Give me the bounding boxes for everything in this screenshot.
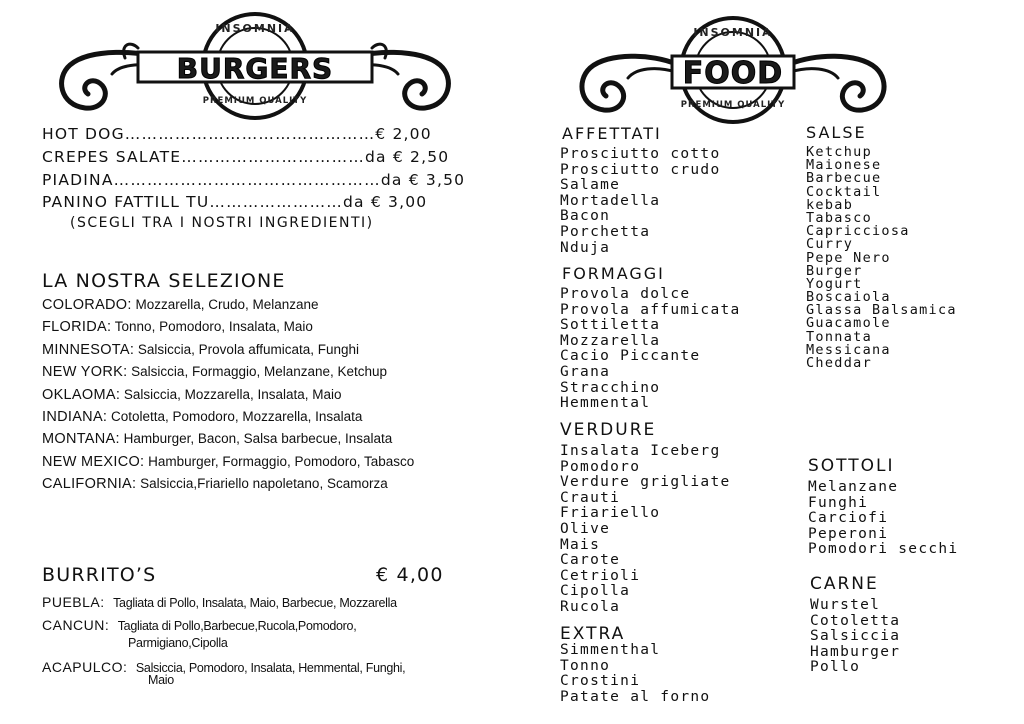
list-item: Prosciutto crudo	[560, 161, 721, 178]
list-item: Tonnata	[806, 328, 872, 345]
item-name: NEW YORK:	[42, 364, 128, 381]
list-item: Cheddar	[806, 355, 872, 371]
list-item: Cacio Piccante	[560, 348, 701, 365]
list-item	[42, 294, 502, 316]
item-desc: Tagliata di Pollo, Insalata, Maio, Barbecue, Mozzarella	[113, 596, 397, 610]
affettati-list	[560, 147, 720, 256]
logo-bottom-text: PREMIUM QUALITY	[680, 100, 786, 110]
list-item: Provola dolce	[560, 286, 691, 302]
list-item: Simmenthal	[560, 642, 661, 658]
item-desc: Salsiccia, Provola affumicata, Funghi	[134, 341, 360, 357]
logo-bottom-text: PREMIUM QUALITY	[202, 96, 308, 106]
list-item: Pomodori secchi	[808, 541, 959, 558]
formaggi-list	[560, 287, 741, 412]
list-item: Cocktail	[806, 183, 882, 200]
list-item: Olive	[560, 520, 611, 537]
list-item: Carote	[560, 552, 621, 569]
list-item: Mortadella	[560, 192, 661, 209]
list-item: Crauti	[560, 489, 621, 506]
list-item: Rucola	[560, 598, 621, 615]
item-name: ACAPULCO:	[42, 659, 128, 675]
item-desc: Hamburger, Bacon, Salsa barbecue, Insalata	[119, 431, 393, 447]
logo-top-text: INSOMNIA	[215, 22, 295, 35]
list-item	[42, 406, 502, 428]
list-item: Capricciosa	[806, 223, 910, 240]
item-desc: Hamburger, Formaggio, Pomodoro, Tabasco	[144, 453, 415, 469]
list-item: Cipolla	[560, 583, 631, 600]
list-item	[42, 384, 502, 406]
list-item	[42, 451, 502, 473]
price-line-hot-dog: HOT DOG………………………………………€ 2,00	[42, 125, 432, 143]
list-item: Nduja	[560, 239, 611, 256]
item-desc: Salsiccia, Mozzarella, Insalata, Maio	[120, 386, 342, 402]
item-desc: Cotoletta, Pomodoro, Mozzarella, Insalata	[107, 408, 363, 424]
list-item: Barbecue	[806, 170, 882, 187]
item-desc-cont: Parmigiano,Cipolla	[128, 636, 228, 650]
list-item: Cetrioli	[560, 567, 641, 584]
selection-list	[42, 294, 502, 496]
list-item: Prosciutto cotto	[560, 146, 721, 162]
list-item	[42, 428, 502, 450]
item-name: INDIANA:	[42, 408, 108, 425]
burgers-logo	[50, 10, 460, 122]
price-line-crepes: CREPES SALATE……………………………da € 2,50	[42, 148, 450, 166]
item-name: CANCUN:	[42, 617, 110, 633]
list-item: Yogurt	[806, 275, 863, 292]
list-item: Wurstel	[810, 597, 881, 613]
logo-top-text: INSOMNIA	[693, 26, 773, 39]
item-name: OKLAOMA:	[42, 386, 121, 403]
list-item: Hamburger	[810, 643, 901, 660]
burritos-title: BURRITO’S	[42, 564, 157, 586]
item-name: COLORADO:	[42, 297, 132, 313]
list-item: Boscaiola	[806, 289, 891, 306]
list-item: Salsiccia	[810, 628, 901, 645]
item-name: PUEBLA:	[42, 594, 105, 610]
list-item: kebab	[806, 196, 854, 213]
list-item	[42, 617, 482, 635]
food-logo	[568, 12, 898, 124]
selection-title: LA NOSTRA SELEZIONE	[42, 270, 286, 292]
item-name: MONTANA:	[42, 431, 120, 448]
item-name: MINNESOTA:	[42, 341, 135, 358]
item-desc: Mozzarella, Crudo, Melanzane	[131, 297, 319, 312]
extra-list	[560, 643, 710, 705]
list-item: Pomodoro	[560, 458, 641, 475]
formaggi-title: FORMAGGI	[562, 264, 665, 283]
sottoli-list	[808, 480, 958, 558]
list-item: Bacon	[560, 208, 611, 225]
item-name: CALIFORNIA:	[42, 476, 137, 493]
item-desc: Salsiccia, Formaggio, Melanzane, Ketchup	[127, 364, 388, 380]
list-item	[42, 361, 502, 383]
prices-note: (SCEGLI TRA I NOSTRI INGREDIENTI)	[70, 215, 374, 231]
list-item: Verdure grigliate	[560, 474, 731, 491]
price-line-piadina: PIADINA…………………………………………da € 3,50	[42, 171, 466, 189]
verdure-list	[560, 444, 731, 616]
list-item	[42, 594, 482, 612]
verdure-title: VERDURE	[560, 420, 657, 440]
affettati-title: AFFETTATI	[562, 124, 662, 143]
list-item: Carciofi	[808, 510, 889, 527]
item-desc-cont: Maio	[148, 673, 174, 687]
list-item: Mais	[560, 536, 601, 553]
list-item: Maionese	[806, 157, 882, 174]
list-item: Tabasco	[806, 209, 872, 226]
carne-title: CARNE	[810, 574, 879, 594]
item-desc: Tonno, Pomodoro, Insalata, Maio	[111, 319, 313, 335]
list-item: Peperoni	[808, 525, 889, 542]
price-line-panino: PANINO FATTILL TU……………………da € 3,00	[42, 193, 428, 211]
list-item: Ketchup	[806, 144, 872, 160]
list-item: Mozzarella	[560, 332, 661, 349]
item-desc: Salsiccia, Pomodoro, Insalata, Hemmental, Funghi,	[135, 661, 406, 675]
burritos-price: € 4,00	[376, 564, 444, 586]
list-item	[42, 316, 502, 338]
list-item: Provola affumicata	[560, 301, 741, 318]
list-item: Grana	[560, 363, 611, 380]
list-item: Burger	[806, 262, 863, 279]
item-desc: Tagliata di Pollo,Barbecue,Rucola,Pomodoro,	[117, 619, 357, 633]
list-item: Friariello	[560, 505, 661, 522]
list-item	[42, 339, 502, 361]
list-item: Patate al forno	[560, 688, 711, 705]
list-item: Sottiletta	[560, 317, 661, 334]
sottoli-title: SOTTOLI	[808, 456, 895, 476]
item-desc: Salsiccia,Friariello napoletano, Scamorza	[136, 476, 388, 492]
list-item: Crostini	[560, 673, 641, 690]
list-item: Pollo	[810, 659, 861, 676]
salse-title: SALSE	[806, 123, 867, 142]
item-name: NEW MEXICO:	[42, 453, 145, 470]
salse-list	[806, 146, 957, 370]
item-name: FLORIDA:	[42, 319, 112, 336]
list-item: Tonno	[560, 657, 611, 674]
carne-list	[810, 598, 900, 676]
list-item: Cotoletta	[810, 612, 901, 629]
list-item: Salame	[560, 177, 621, 194]
list-item: Glassa Balsamica	[806, 302, 957, 319]
list-item: Curry	[806, 236, 854, 253]
list-item: Funghi	[808, 494, 869, 511]
list-item: Hemmental	[560, 395, 651, 412]
list-item: Messicana	[806, 341, 891, 358]
list-item: Pepe Nero	[806, 249, 891, 266]
logo-word: FOOD	[682, 56, 784, 91]
list-item: Guacamole	[806, 315, 891, 332]
list-item: Porchetta	[560, 223, 651, 240]
list-item: Stracchino	[560, 379, 661, 396]
list-item	[42, 659, 482, 677]
logo-word: BURGERS	[176, 52, 334, 85]
list-item: Melanzane	[808, 479, 899, 495]
list-item: Insalata Iceberg	[560, 443, 721, 459]
list-item	[42, 473, 502, 495]
extra-title: EXTRA	[560, 624, 626, 644]
